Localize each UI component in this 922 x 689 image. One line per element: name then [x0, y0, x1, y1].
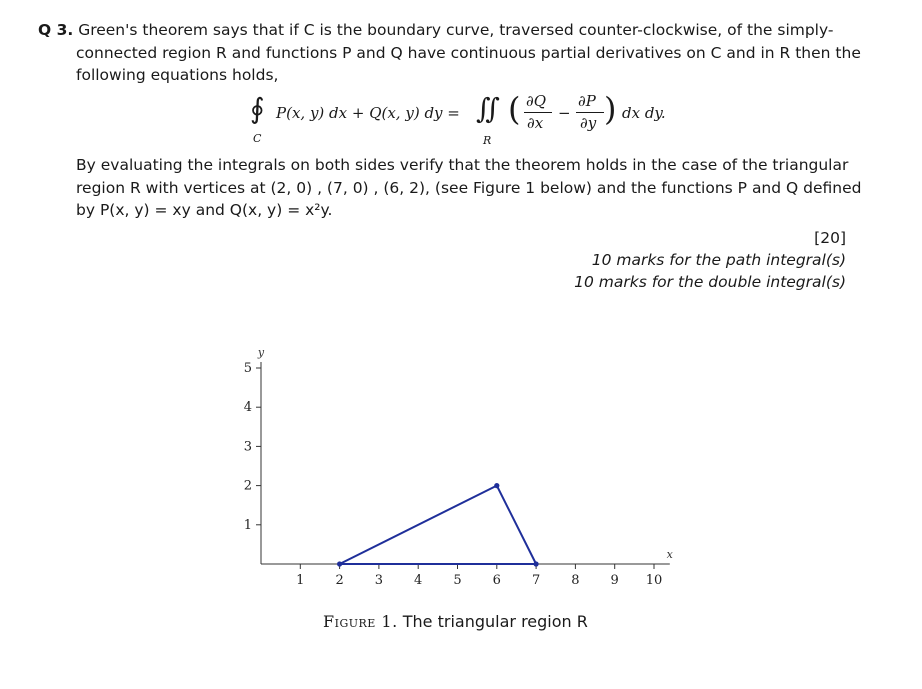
x-tick-label: 7 [531, 573, 541, 588]
figure-caption [323, 612, 588, 631]
x-tick-label: 9 [610, 573, 619, 588]
marks-total: [20] [814, 229, 846, 247]
question-para1-line2: connected region R and functions P and Q have continuous partial derivatives on C and in R then the [76, 44, 861, 62]
frac1-numerator: ∂Q [526, 92, 547, 110]
x-tick-label: 10 [645, 573, 663, 588]
triangle-boundary-line [340, 486, 536, 564]
y-axis-label: y [257, 346, 265, 359]
triangle-figure [220, 330, 690, 600]
question-para1-line1: Green's theorem says that if C is the boundary curve, traversed counter-clockwise, of the simply- [78, 21, 834, 39]
contour-subscript: C [253, 132, 262, 145]
lhs-expression: P(x, y) dx + Q(x, y) dy = [276, 104, 460, 122]
y-tick-label: 2 [243, 478, 252, 494]
right-paren: ) [604, 90, 617, 128]
question-para1-line3: following equations holds, [76, 66, 279, 84]
triangle-vertex-point [337, 561, 342, 566]
x-axis-label: x [666, 548, 673, 561]
question-number: Q 3. [38, 21, 74, 39]
x-tick-label: 2 [335, 573, 344, 588]
marks-double-integral: 10 marks for the double integral(s) [574, 273, 846, 291]
x-tick-label: 6 [492, 573, 501, 588]
triangle-vertex-point [534, 561, 539, 566]
x-tick-label: 8 [571, 573, 580, 588]
figure-caption-text: The triangular region R [402, 612, 588, 631]
double-integral-sign: ∬ [476, 92, 500, 125]
y-tick-label: 4 [243, 400, 252, 416]
y-tick-label: 1 [243, 517, 252, 533]
x-tick-label: 4 [414, 573, 423, 588]
frac2-denominator: ∂y [580, 114, 597, 132]
y-tick-label: 5 [243, 361, 252, 376]
x-tick-label: 1 [296, 573, 305, 588]
question-line-1 [38, 21, 834, 39]
question-para2-line1: By evaluating the integrals on both sides verify that the theorem holds in the case of the triangular [76, 156, 849, 174]
frac1-denominator: ∂x [527, 114, 544, 132]
triangle-vertex-point [494, 483, 499, 488]
double-integral-subscript: R [483, 134, 492, 147]
frac2-bar [576, 112, 604, 113]
x-tick-label: 5 [453, 573, 462, 588]
frac2-numerator: ∂P [578, 92, 596, 110]
marks-path-integral: 10 marks for the path integral(s) [591, 251, 846, 269]
question-para2-line2: region R with vertices at (2, 0) , (7, 0) , (6, 2), (see Figure 1 below) and the functions P and Q defined [76, 179, 862, 197]
x-tick-label: 3 [374, 573, 384, 588]
left-paren: ( [508, 90, 521, 128]
y-tick-label: 3 [243, 439, 252, 455]
question-para2-line3: by P(x, y) = xy and Q(x, y) = x²y. [76, 201, 333, 219]
minus-sign: − [558, 104, 571, 122]
figure-caption-label: Figure 1. [323, 612, 398, 631]
rhs-tail: dx dy. [622, 104, 666, 122]
frac1-bar [524, 112, 552, 113]
contour-integral-sign: ∮ [250, 92, 265, 125]
